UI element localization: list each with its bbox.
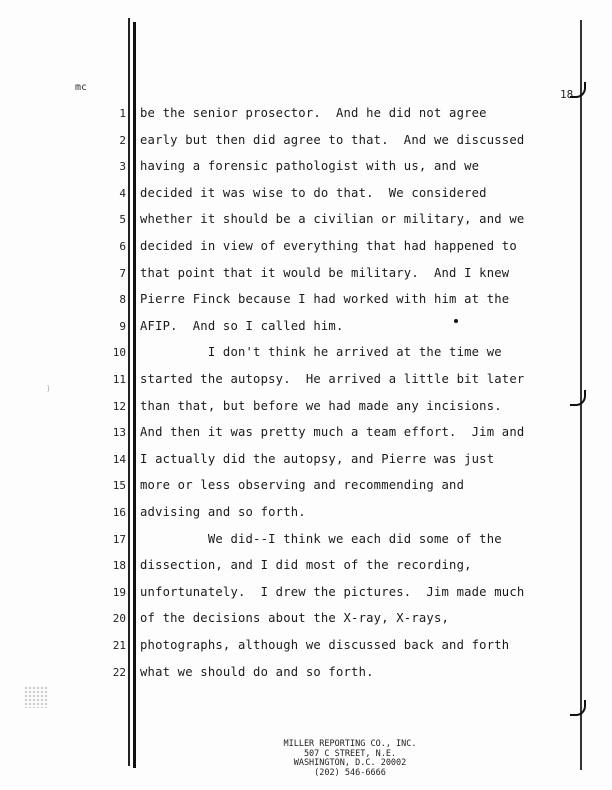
- binder-mark-middle: [570, 390, 586, 406]
- transcript-line: decided it was wise to do that. We considered: [140, 185, 487, 200]
- line-number: 6: [119, 240, 126, 253]
- transcript-line: started the autopsy. He arrived a little bit later: [140, 372, 525, 386]
- line-number: 22: [112, 665, 126, 679]
- binder-mark-bottom: [570, 700, 586, 716]
- line-number: 10: [112, 346, 126, 360]
- transcript-line: of the decisions about the X-ray, X-rays,: [140, 611, 450, 626]
- footer-company: MILLER REPORTING CO., INC.: [283, 739, 417, 749]
- transcript-line: early but then did agree to that. And we discussed: [140, 132, 525, 147]
- line-number: 20: [112, 612, 126, 626]
- footer-city: WASHINGTON, D.C. 20002: [293, 758, 407, 768]
- line-number: 4: [119, 186, 126, 200]
- line-number: 3: [119, 160, 126, 174]
- transcript-line: AFIP. And so I called him.: [140, 318, 344, 333]
- transcript-line: I actually did the autopsy, and Pierre was just: [140, 451, 495, 466]
- transcript-line: dissection, and I did most of the recording,: [140, 558, 472, 573]
- line-number: 7: [119, 266, 126, 280]
- transcript-line: be the senior prosector. And he did not agree: [140, 106, 487, 120]
- line-number: 2: [119, 133, 126, 147]
- transcript-line: than that, but before we had made any incisions.: [140, 398, 502, 413]
- line-number: 9: [119, 319, 126, 333]
- line-number: 16: [112, 506, 126, 519]
- transcript-line: having a forensic pathologist with us, and we: [140, 159, 480, 174]
- reporter-initials: mc: [75, 82, 88, 93]
- line-number: 19: [112, 585, 126, 599]
- line-number: 21: [112, 639, 126, 652]
- line-number: 13: [112, 426, 126, 440]
- footer-phone: (202) 546-6666: [314, 767, 386, 778]
- line-number: 12: [112, 399, 126, 413]
- transcript-line: advising and so forth.: [140, 505, 306, 519]
- transcript-line: We did--I think we each did some of the: [140, 531, 502, 546]
- left-margin-rule-outer: [128, 18, 130, 766]
- transcript-line: decided in view of everything that had happened to: [140, 239, 517, 253]
- line-number: 8: [119, 293, 126, 307]
- transcript-line: I don't think he arrived at the time we: [140, 345, 502, 360]
- line-number: 14: [112, 452, 126, 466]
- line-number: 11: [112, 373, 126, 386]
- ink-speck: [454, 319, 458, 323]
- line-number: 17: [112, 532, 126, 546]
- transcript-line: whether it should be a civilian or military, and we: [140, 212, 525, 227]
- line-number: 18: [112, 559, 126, 573]
- line-number: 5: [119, 213, 126, 227]
- footer-street: 507 C STREET, N.E.: [303, 748, 397, 759]
- reporter-footer: [250, 740, 450, 778]
- transcript-line: what we should do and so forth.: [140, 664, 374, 679]
- transcript-line: unfortunately. I drew the pictures. Jim made much: [140, 584, 525, 599]
- line-number: 15: [112, 479, 126, 493]
- line-number: 1: [119, 107, 126, 120]
- transcript-line: more or less observing and recommending and: [140, 478, 465, 493]
- binder-mark-top: [570, 82, 586, 98]
- left-margin-rule-inner: [133, 22, 136, 768]
- transcript-line: And then it was pretty much a team effort. Jim and: [140, 425, 525, 440]
- margin-tick: ): [46, 384, 51, 393]
- transcript-line: photographs, although we discussed back and forth: [140, 638, 510, 652]
- page-number: 18: [560, 88, 574, 101]
- transcript-line: that point that it would be military. And I knew: [140, 265, 510, 280]
- transcript-line: Pierre Finck because I had worked with him at the: [140, 292, 510, 307]
- margin-smudge: [24, 686, 48, 708]
